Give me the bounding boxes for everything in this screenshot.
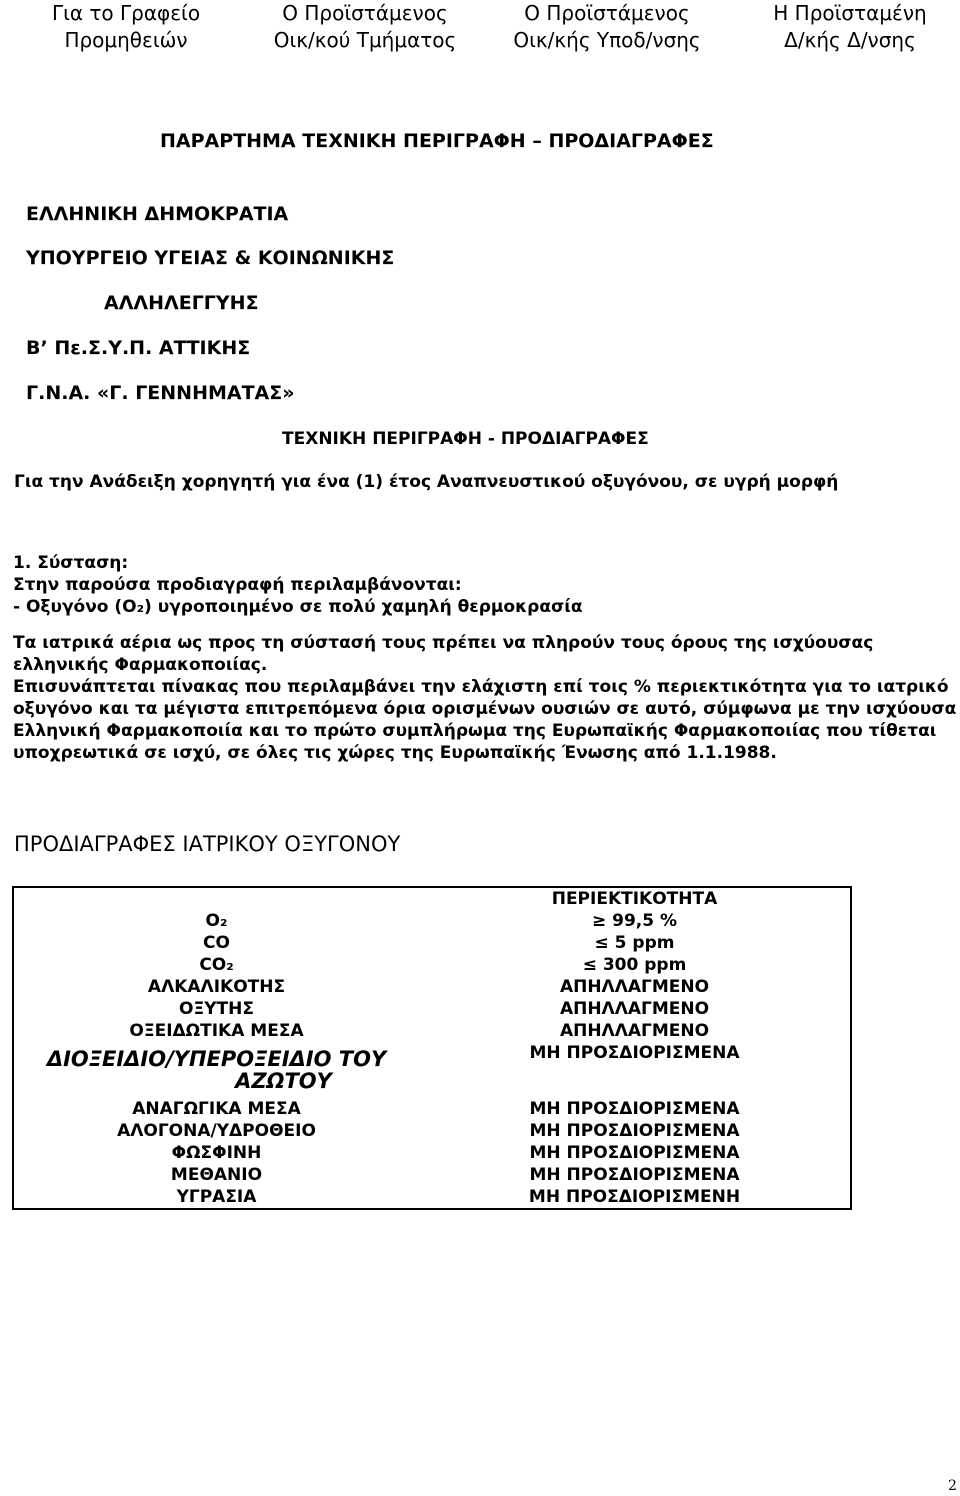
substance-limit: ΜΗ ΠΡΟΣΔΙΟΡΙΣΜΕΝΑ [529,1143,740,1163]
substance-name: ΟΞΥΤΗΣ [179,999,254,1019]
substance-name: ΟΞΕΙΔΩΤΙΚΑ ΜΕΣΑ [129,1021,304,1041]
composition-section [13,552,958,764]
subject-line: Για την Ανάδειξη χορηγητή για ένα (1) έτος Αναπνευστικού οξυγόνου, σε υγρή μορφή [14,472,839,492]
signature-title: Για το Γραφείο [51,1,201,25]
nitrogen-oxides-line2: ΑΖΩΤΟΥ [235,1069,332,1093]
substance-limit: ΑΠΗΛΛΑΓΜΕΝΟ [559,999,710,1019]
signature-department: Δ/κής Δ/νσης [784,28,916,52]
nitrogen-oxides-line1: ΔΙΟΞΕΙΔΙΟ/ΥΠΕΡΟΞΕΙΔΙΟ ΤΟΥ [46,1047,387,1071]
table-row [13,998,851,1020]
substance-name: ΑΝΑΓΩΓΙΚΑ ΜΕΣΑ [132,1099,301,1119]
substance-name: ΜΕΘΑΝΙΟ [170,1165,263,1185]
signature-title: Η Προϊσταμένη [773,1,927,25]
substance-limit: ≤ 5 ppm [594,933,675,953]
signature-economic-subdirectorate-head [500,0,714,54]
signature-department: Οικ/κού Τμήματος [273,28,457,52]
substance-name: Ο₂ [205,911,228,931]
substance-limit: ≤ 300 ppm [582,955,687,975]
header-hospital: Γ.Ν.Α. «Γ. ΓΕΝΝΗΜΑΤΑΣ» [26,382,295,404]
substance-limit: ≥ 99,5 % [591,911,678,931]
table-row [13,954,851,976]
table-row [13,932,851,954]
table-row [13,1120,851,1142]
table-header-content: ΠΕΡΙΕΚΤΙΚΟΤΗΤΑ [551,889,718,909]
substance-name: ΥΓΡΑΣΙΑ [176,1187,257,1207]
substance-limit: ΜΗ ΠΡΟΣΔΙΟΡΙΣΜΕΝΑ [529,1121,740,1141]
substance-name: ΦΩΣΦΙΝΗ [171,1143,262,1163]
table-row [13,910,851,932]
header-republic: ΕΛΛΗΝΙΚΗ ΔΗΜΟΚΡΑΤΙΑ [26,203,289,225]
table-row [13,1142,851,1164]
signature-administrative-director [758,0,942,54]
table-row [13,976,851,998]
table-row [13,1186,851,1209]
substance-limit: ΜΗ ΠΡΟΣΔΙΟΡΙΣΜΕΝΑ [529,1165,740,1185]
header-ministry-continued: ΑΛΛΗΛΕΓΓΥΗΣ [104,292,259,314]
substance-limit: ΜΗ ΠΡΟΣΔΙΟΡΙΣΜΕΝΑ [529,1043,740,1063]
signature-title: Ο Προϊστάμενος [282,1,448,25]
annex-title: ΠΑΡΑΡΤΗΜΑ ΤΕΧΝΙΚΗ ΠΕΡΙΓΡΑΦΗ – ΠΡΟΔΙΑΓΡΑΦΕΣ [160,130,714,152]
substance-limit: ΜΗ ΠΡΟΣΔΙΟΡΙΣΜΕΝΑ [529,1099,740,1119]
pharmacopoeia-paragraph: Τα ιατρικά αέρια ως προς τη σύστασή τους πρέπει να πληρούν τους όρους της ισχύουσας ελληνικής Φαρμακοποιίας. [13,633,874,675]
signature-title: Ο Προϊστάμενος [524,1,690,25]
substance-limit: ΑΠΗΛΛΑΓΜΕΝΟ [559,977,710,997]
signature-department: Προμηθειών [64,28,188,52]
substance-name: ΑΛΚΑΛΙΚΟΤΗΣ [147,977,286,997]
substance-limit: ΜΗ ΠΡΟΣΔΙΟΡΙΣΜΕΝΗ [528,1187,741,1207]
tech-description-title: ΤΕΧΝΙΚΗ ΠΕΡΙΓΡΑΦΗ - ΠΡΟΔΙΑΓΡΑΦΕΣ [282,429,649,449]
header-ministry: ΥΠΟΥΡΓΕΙΟ ΥΓΕΙΑΣ & ΚΟΙΝΩΝΙΚΗΣ [26,247,395,269]
signature-economic-section-head [262,0,468,54]
page-number: 2 [948,1478,957,1494]
header-region: Β’ Πε.Σ.Υ.Π. ΑΤΤΙΚΗΣ [26,337,251,359]
substance-name: CO₂ [199,955,234,975]
specifications-heading: ΠΡΟΔΙΑΓΡΑΦΕΣ ΙΑΤΡΙΚΟΥ ΟΞΥΓΟΝΟΥ [14,832,401,856]
signature-supplies-office [34,0,218,54]
table-row-nitrogen-oxides [13,1042,851,1098]
substance-name: CO [203,933,230,953]
composition-heading: 1. Σύσταση: [13,553,129,573]
substance-name: ΑΛΟΓΟΝΑ/ΥΔΡΟΘΕΙΟ [117,1121,316,1141]
composition-item: - Οξυγόνο (Ο₂) υγροποιημένο σε πολύ χαμηλή θερμοκρασία [13,597,583,617]
substance-name-nitrogen-oxides [13,1042,419,1098]
oxygen-specification-table [12,886,852,1210]
signature-block [0,0,960,60]
table-row [13,1098,851,1120]
table-row [13,1020,851,1042]
substance-limit: ΑΠΗΛΛΑΓΜΕΝΟ [559,1021,710,1041]
signature-department: Οικ/κής Υποδ/νσης [513,28,701,52]
table-row [13,1164,851,1186]
table-header-row [13,887,851,910]
table-reference-paragraph: Επισυνάπτεται πίνακας που περιλαμβάνει την ελάχιστη επί τοις % περιεκτικότητα για το ιατρικό οξυγόνο και τα μέγιστα επιτρεπόμενα όρια ορισμένων ουσιών σε αυτό, σύμφωνα με την ισχύουσα Ελληνική Φαρμακοποιία και το πρώτο συμπλήρωμα της Ευρωπαϊκής Φαρμακοποιίας που τίθεται υποχρεωτικά σε ισχύ, σε όλες τις χώρες της Ευρωπαϊκής Ένωσης από 1.1.1988. [13,677,957,763]
composition-intro: Στην παρούσα προδιαγραφή περιλαμβάνονται: [13,575,462,595]
